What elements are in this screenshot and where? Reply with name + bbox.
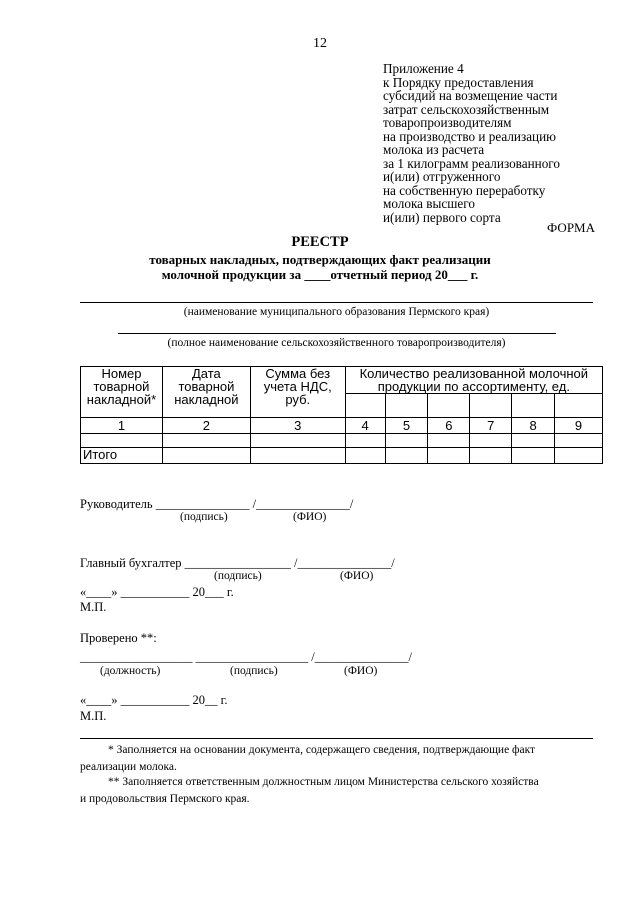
total-row — [81, 448, 603, 464]
appendix-line: молока из расчета — [383, 142, 485, 157]
table-cell — [385, 434, 428, 448]
date-line-2: «____» ___________ 20__ г. — [80, 693, 228, 707]
table-cell — [250, 448, 345, 464]
table-cell — [470, 448, 512, 464]
appendix-line: затрат сельскохозяйственным — [383, 101, 550, 117]
accountant-signature-line: _________________ /_______________/ — [184, 556, 395, 570]
accountant-label: Главный бухгалтер — [80, 556, 182, 570]
position-caption: (должность) — [100, 665, 161, 677]
checked-fio-caption: (ФИО) — [344, 665, 378, 677]
appendix-line: к Порядку предоставления — [383, 74, 534, 90]
municipality-line — [80, 302, 593, 303]
footnote-1-line-b: реализации молока. — [80, 761, 177, 773]
accountant-signature — [80, 556, 395, 571]
subtitle-line-2: молочной продукции за ____отчетный период 20___ г. — [161, 266, 479, 282]
footnote-1 — [80, 742, 600, 776]
footnote-1-line-a: * Заполняется на основании документа, содержащего сведения, подтверждающие факт — [108, 744, 536, 756]
appendix-line: на собственную переработку — [383, 182, 546, 198]
appendix-line: молока высшего — [383, 196, 475, 211]
municipality-caption: (наименование муниципального образования Пермского края) — [183, 306, 490, 318]
appendix-block — [383, 62, 560, 224]
column-number: 2 — [162, 418, 250, 434]
table-row — [81, 434, 603, 448]
footnote-2-line-a: ** Заполняется ответственным должностным лицом Министерства сельского хозяйства — [108, 776, 539, 788]
form-label: ФОРМА — [547, 220, 595, 235]
accountant-fio-caption: (ФИО) — [340, 570, 374, 582]
table-cell — [470, 434, 512, 448]
subtitle-line-1: товарных накладных, подтверждающих факт реализации — [149, 252, 491, 267]
total-label: Итого — [81, 448, 163, 464]
head-signature-line: _______________ /_______________/ — [155, 497, 354, 511]
checked-signature-line: __________________ __________________ /_______________/ — [80, 650, 412, 664]
header-amount: Сумма без учета НДС, руб. — [250, 367, 345, 418]
table-cell — [81, 434, 163, 448]
column-number: 1 — [81, 418, 163, 434]
checked-sign-caption: (подпись) — [230, 665, 278, 677]
appendix-line: товаропроизводителям — [383, 115, 512, 130]
column-number: 8 — [512, 418, 555, 434]
table-cell — [512, 448, 555, 464]
table-cell — [555, 448, 603, 464]
date-line-1: «____» ___________ 20___ г. — [80, 585, 234, 599]
registry-table — [80, 366, 603, 464]
footnote-2-line-b: и продовольствия Пермского края. — [80, 793, 250, 805]
appendix-line: субсидий на возмещение части — [383, 88, 558, 103]
header-empty-cell — [385, 394, 428, 418]
header-empty-cell — [512, 394, 555, 418]
stamp-place-1: М.П. — [80, 600, 107, 614]
table-cell — [162, 448, 250, 464]
header-invoice-number: Номер товарной накладной* — [81, 367, 163, 418]
table-cell — [345, 434, 385, 448]
appendix-line: за 1 килограмм реализованного — [383, 155, 560, 171]
head-sign-caption: (подпись) — [180, 511, 228, 523]
footnote-separator — [80, 738, 593, 739]
column-number: 7 — [470, 418, 512, 434]
head-fio-caption: (ФИО) — [293, 511, 327, 523]
page-number: 12 — [313, 36, 327, 51]
producer-line — [118, 333, 556, 334]
appendix-line: Приложение 4 — [383, 61, 464, 76]
accountant-sign-caption: (подпись) — [214, 570, 262, 582]
head-signature — [80, 497, 353, 512]
header-empty-cell — [470, 394, 512, 418]
table-cell — [345, 448, 385, 464]
checked-label: Проверено **: — [80, 631, 157, 645]
producer-caption: (полное наименование сельскохозяйственного товаропроизводителя) — [167, 337, 506, 349]
document-title: РЕЕСТР — [291, 234, 349, 250]
document-subtitle — [0, 253, 640, 282]
appendix-line: и(или) отгруженного — [383, 169, 501, 184]
table-cell — [555, 434, 603, 448]
table-cell — [162, 434, 250, 448]
header-invoice-date: Дата товарной накладной — [162, 367, 250, 418]
column-number: 3 — [250, 418, 345, 434]
header-empty-cell — [428, 394, 470, 418]
header-empty-cell — [345, 394, 385, 418]
column-number: 5 — [385, 418, 428, 434]
table-cell — [250, 434, 345, 448]
column-number: 6 — [428, 418, 470, 434]
table-cell — [428, 434, 470, 448]
table-cell — [512, 434, 555, 448]
column-number: 4 — [345, 418, 385, 434]
header-empty-cell — [555, 394, 603, 418]
table-cell — [428, 448, 470, 464]
appendix-line: и(или) первого сорта — [383, 209, 501, 225]
stamp-place-2: М.П. — [80, 709, 107, 723]
table-cell — [385, 448, 428, 464]
head-label: Руководитель — [80, 497, 153, 511]
footnote-2 — [80, 774, 600, 808]
column-number: 9 — [555, 418, 603, 434]
appendix-line: на производство и реализацию — [383, 128, 557, 144]
header-quantity-group: Количество реализованной молочной продукции по ассортименту, ед. — [345, 367, 602, 394]
